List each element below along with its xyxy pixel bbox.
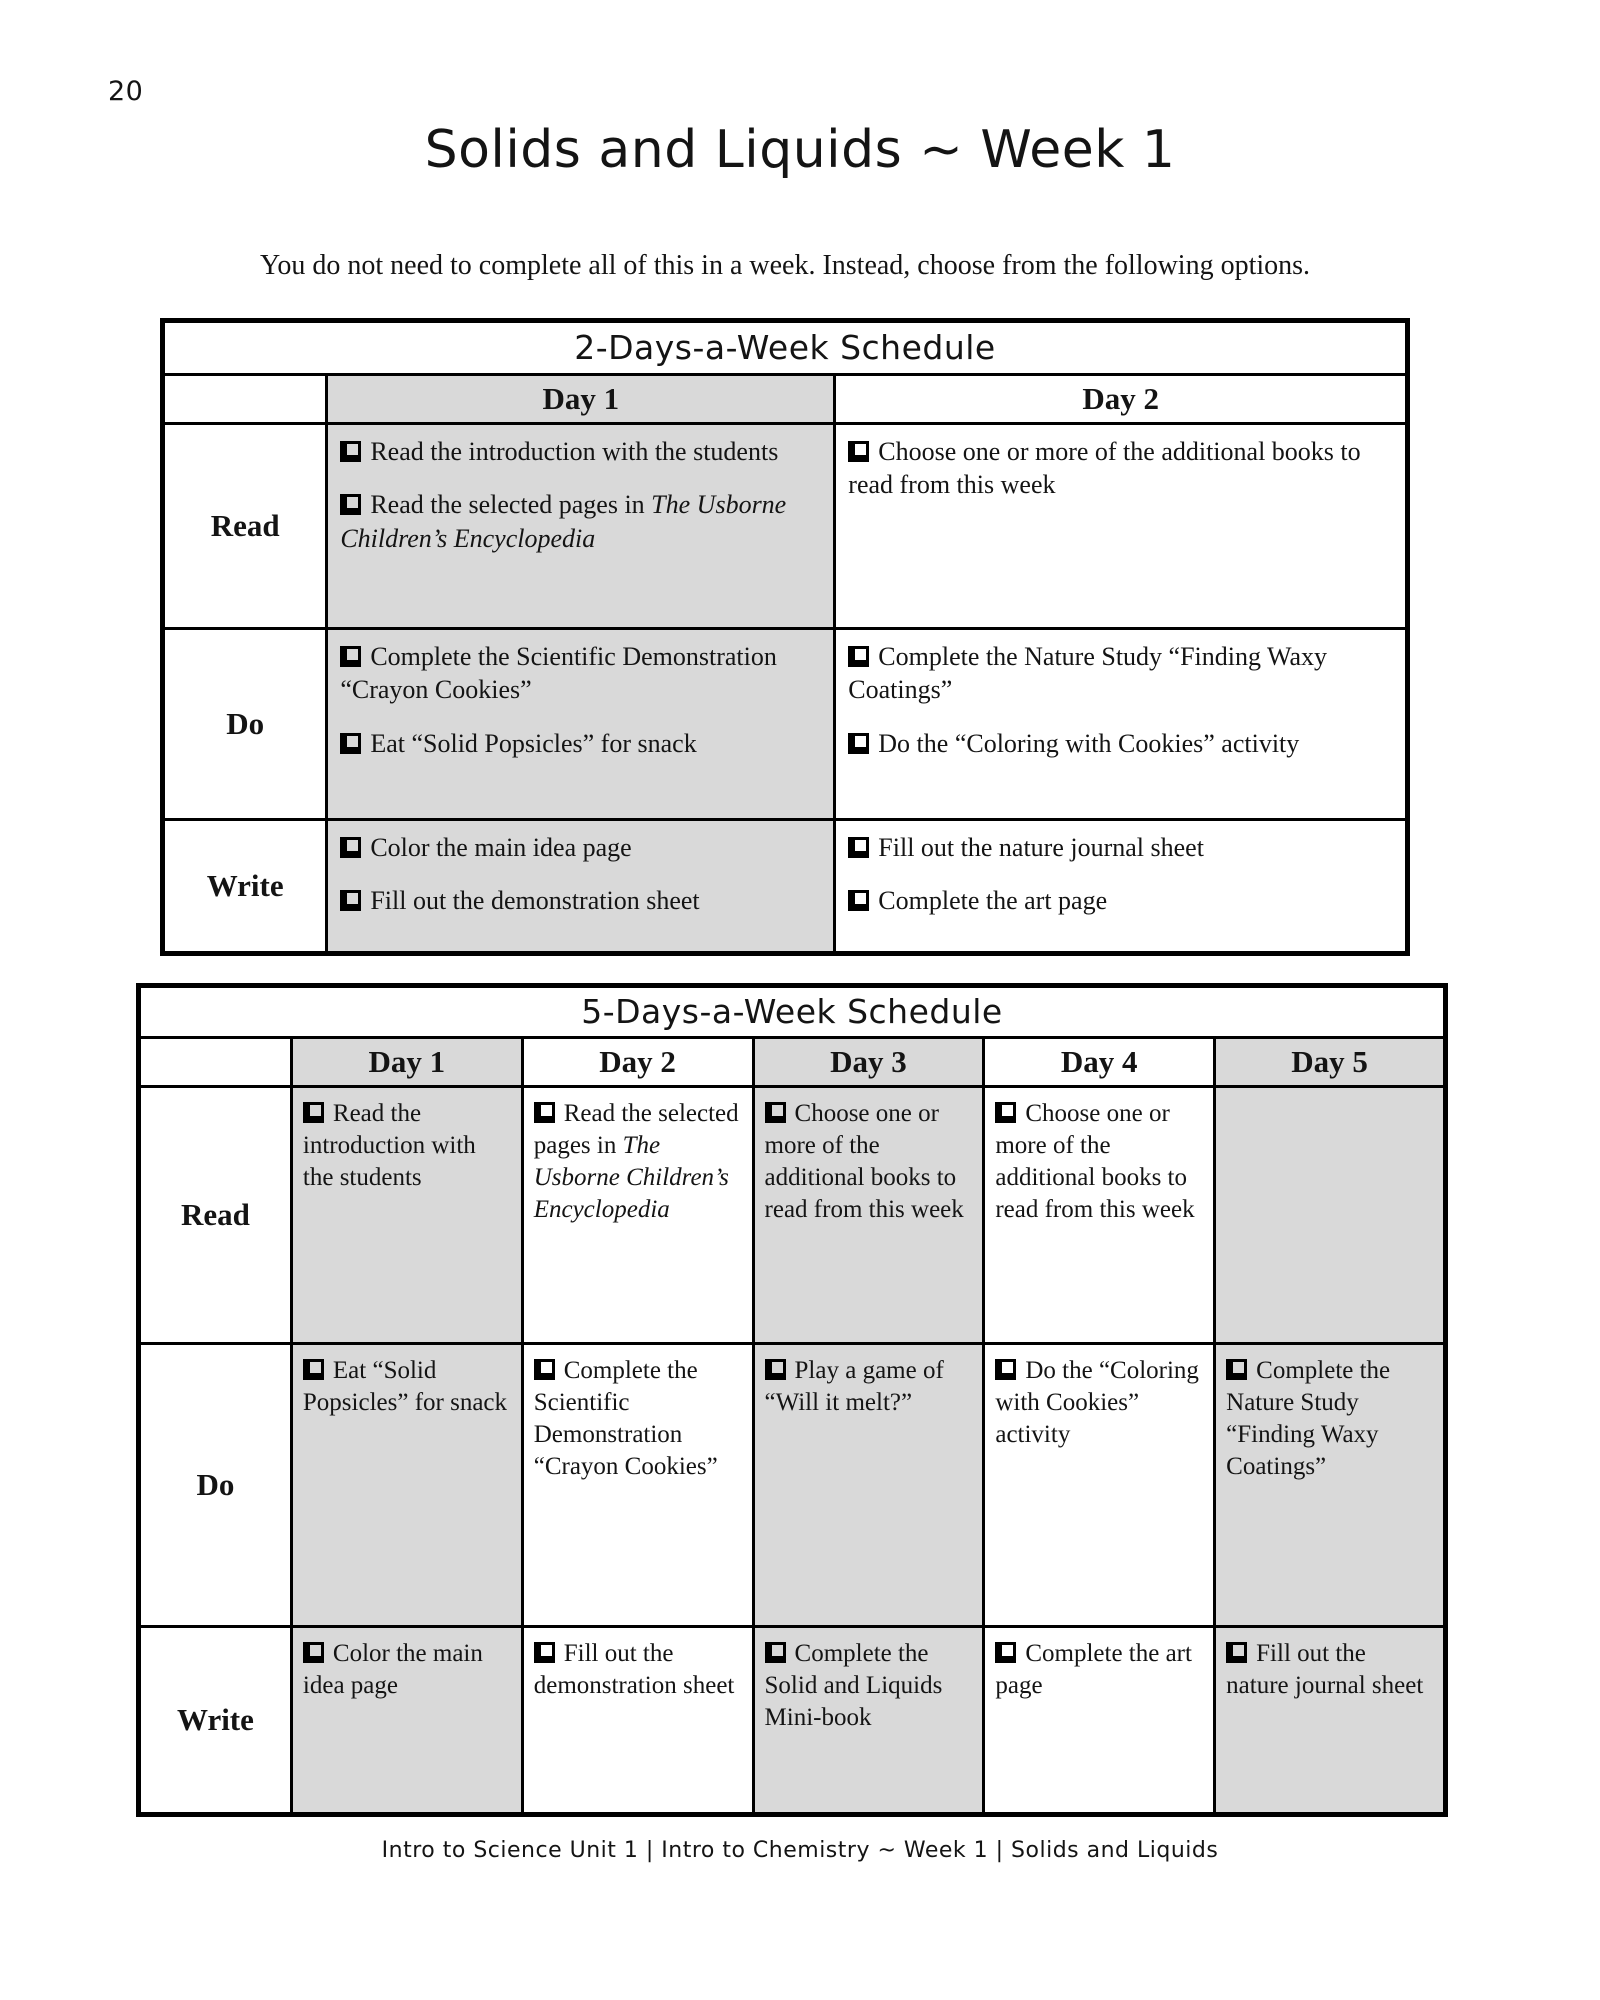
task-text: The Usborne Children’s Encyclopedia xyxy=(340,490,787,553)
checkbox-icon xyxy=(848,646,869,667)
day-header-cell: Day 1 xyxy=(327,375,835,424)
checkbox-icon xyxy=(340,837,361,858)
task-item xyxy=(848,884,1393,917)
task-item xyxy=(340,831,821,864)
checkbox-icon xyxy=(340,890,361,911)
task-item xyxy=(534,1098,742,1226)
intro-text: You do not need to complete all of this in a week. Instead, choose from the following options. xyxy=(259,250,1311,281)
corner-cell xyxy=(163,375,327,424)
task-cell xyxy=(984,1087,1215,1344)
task-text: Complete the Nature Study “Finding Waxy Coatings” xyxy=(848,642,1328,705)
corner-cell xyxy=(139,1038,292,1087)
task-cell xyxy=(522,1087,753,1344)
task-text: Fill out the demonstration sheet xyxy=(370,886,700,916)
day-header-cell: Day 2 xyxy=(522,1038,753,1087)
task-cell xyxy=(753,1087,984,1344)
task-item xyxy=(995,1355,1203,1451)
task-text: Read the introduction with the students xyxy=(302,1100,476,1191)
task-text: The Usborne Children’s Encyclopedia xyxy=(533,1132,729,1223)
task-cell xyxy=(327,424,835,629)
task-item xyxy=(534,1355,742,1483)
row-label-do: Do xyxy=(139,1344,292,1627)
task-cell xyxy=(835,820,1408,954)
task-text: Read the selected pages in xyxy=(370,490,652,520)
task-text: Fill out the nature journal sheet xyxy=(1226,1640,1424,1699)
task-item xyxy=(995,1638,1203,1702)
checkbox-icon xyxy=(534,1642,555,1663)
row-label-write: Write xyxy=(139,1627,292,1815)
checkbox-icon xyxy=(995,1359,1016,1380)
task-cell xyxy=(984,1627,1215,1815)
checkbox-icon xyxy=(340,441,361,462)
task-item xyxy=(340,640,821,707)
checkbox-icon xyxy=(765,1359,786,1380)
task-item xyxy=(303,1098,511,1194)
task-cell xyxy=(835,629,1408,820)
task-cell xyxy=(1215,1087,1446,1344)
checkbox-icon xyxy=(303,1642,324,1663)
task-text: Eat “Solid Popsicles” for snack xyxy=(370,728,697,758)
checkbox-icon xyxy=(534,1102,555,1123)
checkbox-icon xyxy=(995,1102,1016,1123)
task-item xyxy=(1226,1355,1433,1483)
task-text: Eat “Solid Popsicles” for snack xyxy=(302,1357,508,1416)
task-cell xyxy=(984,1344,1215,1627)
row-label-read: Read xyxy=(139,1087,292,1344)
task-item xyxy=(303,1638,511,1702)
checkbox-icon xyxy=(995,1642,1016,1663)
task-cell xyxy=(1215,1627,1446,1815)
task-cell xyxy=(835,424,1408,629)
task-item xyxy=(303,1355,511,1419)
task-item xyxy=(765,1638,973,1734)
task-cell xyxy=(1215,1344,1446,1627)
task-item xyxy=(995,1098,1203,1226)
row-label-do: Do xyxy=(163,629,327,820)
task-text: Fill out the demonstration sheet xyxy=(533,1640,735,1699)
task-cell xyxy=(327,629,835,820)
checkbox-icon xyxy=(534,1359,555,1380)
two-days-schedule-table xyxy=(160,318,1410,956)
checkbox-icon xyxy=(848,837,869,858)
task-cell xyxy=(291,1627,522,1815)
checkbox-icon xyxy=(303,1102,324,1123)
task-item xyxy=(340,488,821,555)
checkbox-icon xyxy=(303,1359,324,1380)
row-label-read: Read xyxy=(163,424,327,629)
task-text: Complete the art page xyxy=(995,1640,1192,1699)
task-text: Read the selected pages in xyxy=(533,1100,739,1159)
task-text: Choose one or more of the additional books to read from this week xyxy=(848,437,1361,500)
task-cell xyxy=(522,1344,753,1627)
task-cell xyxy=(753,1344,984,1627)
task-item xyxy=(340,884,821,917)
task-item xyxy=(848,640,1393,707)
page-number: 20 xyxy=(108,76,144,107)
task-text: Color the main idea page xyxy=(370,833,632,862)
task-text: Choose one or more of the additional books to read from this week xyxy=(764,1100,964,1223)
checkbox-icon xyxy=(765,1642,786,1663)
task-cell xyxy=(291,1087,522,1344)
task-item xyxy=(340,727,821,760)
checkbox-icon xyxy=(340,733,361,754)
task-text: Complete the Solid and Liquids Mini-book xyxy=(764,1640,943,1731)
task-text: Complete the Nature Study “Finding Waxy Coatings” xyxy=(1226,1357,1391,1480)
task-cell xyxy=(522,1627,753,1815)
table-title: 2-Days-a-Week Schedule xyxy=(163,321,1408,375)
task-item xyxy=(848,727,1393,760)
checkbox-icon xyxy=(848,441,869,462)
task-item xyxy=(848,435,1393,502)
table-title: 5-Days-a-Week Schedule xyxy=(139,986,1446,1038)
checkbox-icon xyxy=(765,1102,786,1123)
task-cell xyxy=(327,820,835,954)
day-header-cell: Day 4 xyxy=(984,1038,1215,1087)
task-text: Play a game of “Will it melt?” xyxy=(764,1357,944,1416)
task-text: Do the “Coloring with Cookies” activity xyxy=(995,1357,1199,1448)
five-days-schedule-table xyxy=(136,983,1448,1817)
task-item xyxy=(534,1638,742,1702)
checkbox-icon xyxy=(848,733,869,754)
page-footer: Intro to Science Unit 1 | Intro to Chemistry ~ Week 1 | Solids and Liquids xyxy=(381,1838,1219,1863)
task-item xyxy=(765,1355,973,1419)
task-item xyxy=(848,831,1393,864)
checkbox-icon xyxy=(340,646,361,667)
day-header-cell: Day 1 xyxy=(291,1038,522,1087)
checkbox-icon xyxy=(1226,1359,1247,1380)
task-item xyxy=(340,435,821,468)
task-text: Color the main idea page xyxy=(302,1640,483,1699)
task-cell xyxy=(291,1344,522,1627)
row-label-write: Write xyxy=(163,820,327,954)
task-text: Read the introduction with the students xyxy=(370,437,779,466)
checkbox-icon xyxy=(1226,1642,1247,1663)
checkbox-icon xyxy=(848,890,869,911)
checkbox-icon xyxy=(340,494,361,515)
page-title: Solids and Liquids ~ Week 1 xyxy=(424,120,1176,180)
task-cell xyxy=(753,1627,984,1815)
task-text: Complete the Scientific Demonstration “Crayon Cookies” xyxy=(340,642,777,705)
day-header-cell: Day 3 xyxy=(753,1038,984,1087)
task-text: Do the “Coloring with Cookies” activity xyxy=(878,728,1300,758)
task-item xyxy=(765,1098,973,1226)
day-header-cell: Day 5 xyxy=(1215,1038,1446,1087)
task-item xyxy=(1226,1638,1433,1702)
day-header-cell: Day 2 xyxy=(835,375,1408,424)
task-text: Complete the art page xyxy=(878,886,1108,916)
task-text: Fill out the nature journal sheet xyxy=(878,833,1204,862)
task-text: Complete the Scientific Demonstration “Crayon Cookies” xyxy=(533,1357,718,1480)
task-text: Choose one or more of the additional books to read from this week xyxy=(995,1100,1195,1223)
